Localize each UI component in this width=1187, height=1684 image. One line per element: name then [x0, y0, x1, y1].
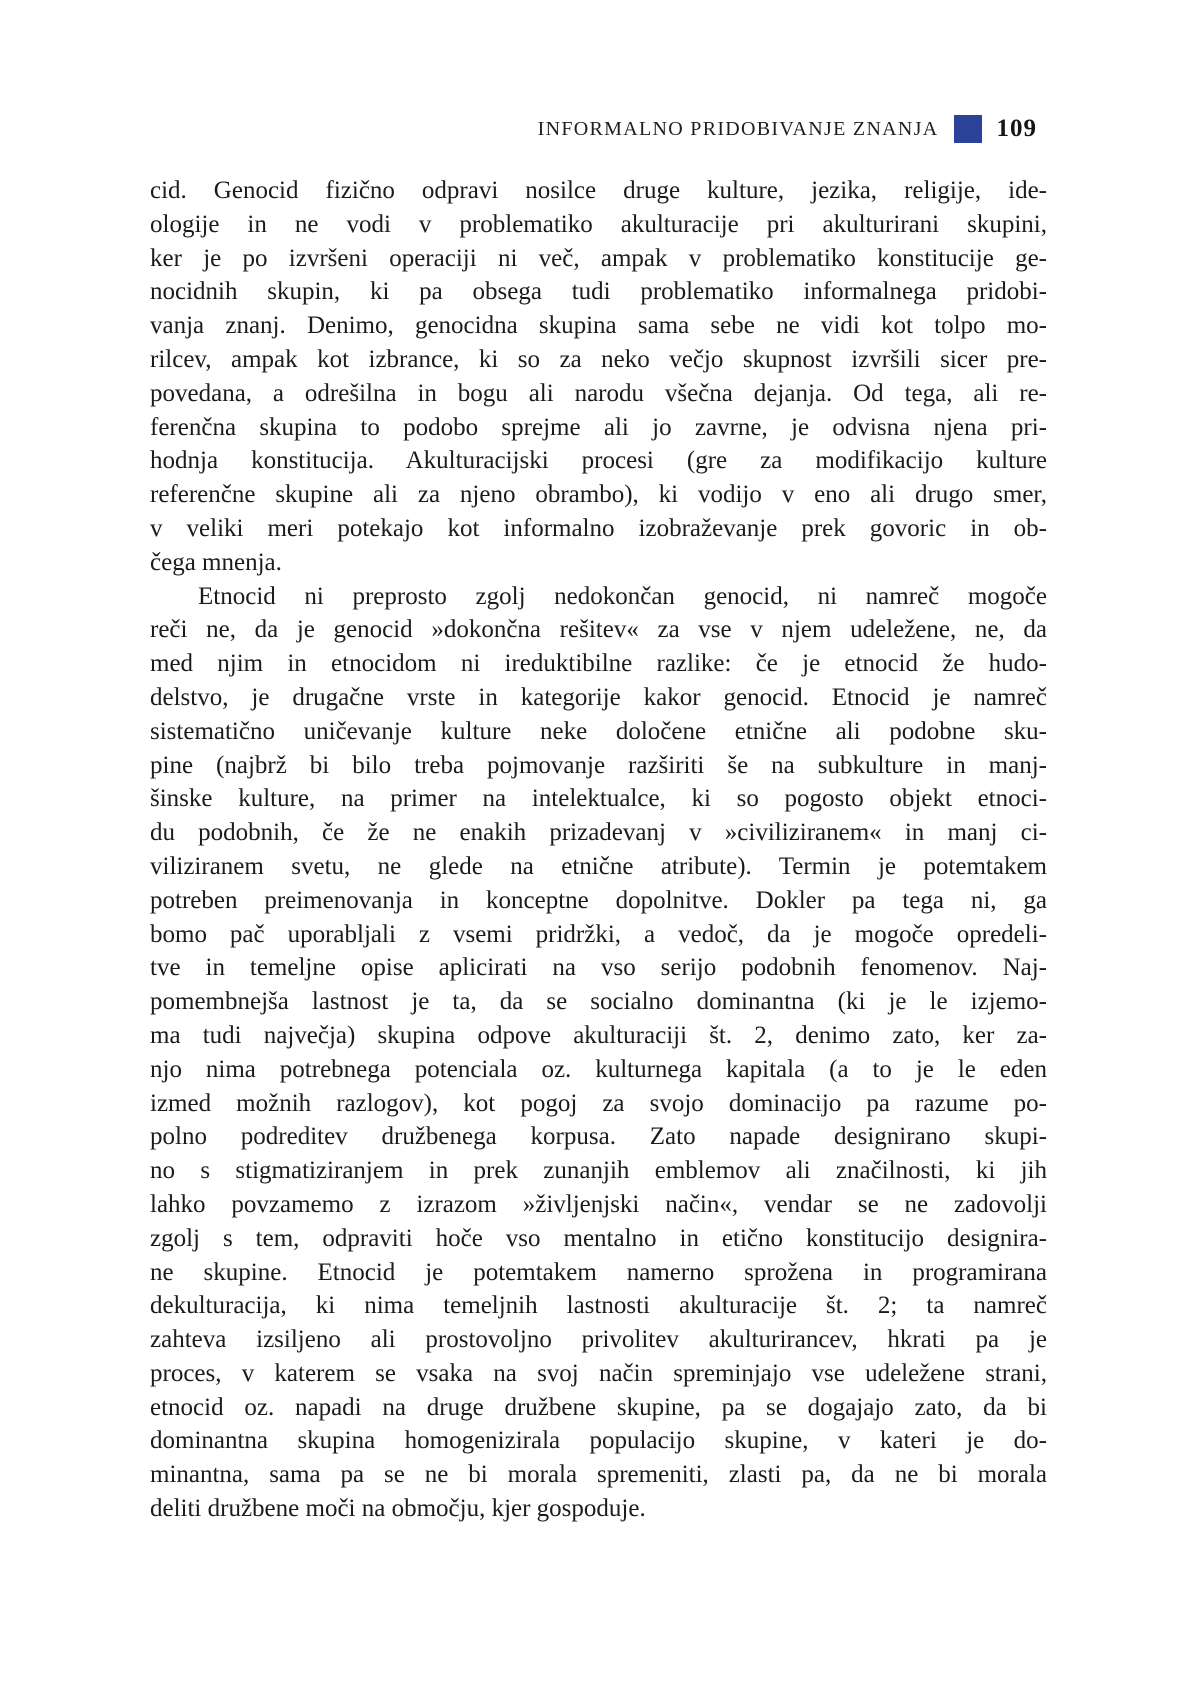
- text-line: čega mnenja.: [150, 548, 282, 576]
- text-line: ne skupine. Etnocid je potemtakem namerno sprožena in programirana: [150, 1258, 1047, 1286]
- text-line: potreben preimenovanja in konceptne dopolnitve. Dokler pa tega ni, ga: [150, 886, 1047, 914]
- text-line: minantna, sama pa se ne bi morala spremeniti, zlasti pa, da ne bi morala: [150, 1461, 1047, 1489]
- text-line: šinske kulture, na primer na intelektualce, ki so pogosto objekt etnoci-: [150, 785, 1047, 813]
- text-line: cid. Genocid fizično odpravi nosilce druge kulture, jezika, religije, ide-: [150, 177, 1047, 204]
- text-line: vanja znanj. Denimo, genocidna skupina sama sebe ne vidi kot tolpo mo-: [150, 312, 1047, 340]
- text-line: izmed možnih razlogov), kot pogoj za svojo dominacijo pa razume po-: [150, 1089, 1047, 1117]
- text-line: med njim in etnocidom ni ireduktibilne razlike: če je etnocid že hudo-: [150, 650, 1047, 678]
- header-accent-square-icon: [954, 115, 982, 143]
- text-line: delstvo, je drugačne vrste in kategorije kakor genocid. Etnocid je namreč: [150, 683, 1047, 711]
- text-line: bomo pač uporabljali z vsemi pridržki, a vedoč, da je mogoče opredeli-: [150, 920, 1047, 948]
- text-line: sistematično uničevanje kulture neke določene etnične ali podobne sku-: [150, 717, 1047, 745]
- text-line: nocidnih skupin, ki pa obsega tudi problematiko informalnega pridobi-: [150, 278, 1047, 306]
- text-line: tve in temeljne opise aplicirati na vso serijo podobnih fenomenov. Naj-: [150, 954, 1047, 982]
- text-line: v veliki meri potekajo kot informalno izobraževanje prek govoric in ob-: [150, 514, 1047, 542]
- text-line: reči ne, da je genocid »dokončna rešitev« za vse v njem udeležene, ne, da: [150, 616, 1047, 644]
- text-line: zgolj s tem, odpraviti hoče vso mentalno in etično konstitucijo designira-: [150, 1224, 1047, 1252]
- text-line: ferenčna skupina to podobo sprejme ali jo zavrne, je odvisna njena pri-: [150, 413, 1047, 441]
- text-line: polno podreditev družbenega korpusa. Zato napade designirano skupi-: [150, 1123, 1047, 1151]
- text-line: proces, v katerem se vsaka na svoj način spreminjajo vse udeležene strani,: [150, 1359, 1047, 1387]
- text-line: dominantna skupina homogenizirala populacijo skupine, v kateri je do-: [150, 1427, 1047, 1455]
- paragraph: [150, 174, 1047, 580]
- text-line: ker je po izvršeni operaciji ni več, ampak v problematiko konstitucije ge-: [150, 244, 1047, 272]
- text-line: hodnja konstitucija. Akulturacijski procesi (gre za modifikacijo kulture: [150, 447, 1047, 475]
- text-line: lahko povzamemo z izrazom »življenjski način«, vendar se ne zadovolji: [150, 1190, 1047, 1218]
- text-line: no s stigmatiziranjem in prek zunanjih emblemov ali značilnosti, ki jih: [150, 1157, 1047, 1185]
- text-line: referenčne skupine ali za njeno obrambo), ki vodijo v eno ali drugo smer,: [150, 481, 1047, 509]
- text-line: njo nima potrebnega potenciala oz. kulturnega kapitala (a to je le eden: [150, 1055, 1047, 1083]
- text-line: deliti družbene moči na območju, kjer gospoduje.: [150, 1495, 646, 1523]
- text-line: ologije in ne vodi v problematiko akulturacije pri akulturirani skupini,: [150, 210, 1047, 238]
- text-line: du podobnih, če že ne enakih prizadevanj v »civiliziranem« in manj ci-: [150, 819, 1047, 847]
- text-line: povedana, a odrešilna in bogu ali narodu všečna dejanja. Od tega, ali re-: [150, 379, 1047, 407]
- body-text: [150, 174, 1047, 1526]
- text-line: zahteva izsiljeno ali prostovoljno privolitev akulturirancev, hkrati pa je: [150, 1326, 1047, 1354]
- text-line: viliziranem svetu, ne glede na etnične atribute). Termin je potemtakem: [150, 852, 1047, 880]
- text-line: etnocid oz. napadi na druge družbene skupine, pa se dogajajo zato, da bi: [150, 1393, 1047, 1421]
- text-line: pomembnejša lastnost je ta, da se socialno dominantna (ki je le izjemo-: [150, 988, 1047, 1016]
- page-header: [150, 114, 1047, 144]
- running-title: INFORMALNO PRIDOBIVANJE ZNANJA: [537, 117, 939, 140]
- text-line: Etnocid ni preprosto zgolj nedokončan genocid, ni namreč mogoče: [198, 582, 1047, 610]
- page-number: 109: [996, 115, 1037, 142]
- text-line: ma tudi največja) skupina odpove akulturaciji št. 2, denimo zato, ker za-: [150, 1021, 1047, 1049]
- text-line: dekulturacija, ki nima temeljnih lastnosti akulturacije št. 2; ta namreč: [150, 1292, 1047, 1320]
- text-line: pine (najbrž bi bilo treba pojmovanje razširiti še na subkulture in manj-: [150, 751, 1047, 779]
- text-line: rilcev, ampak kot izbrance, ki so za neko večjo skupnost izvršili sicer pre-: [150, 345, 1047, 373]
- paragraph: [150, 580, 1047, 1526]
